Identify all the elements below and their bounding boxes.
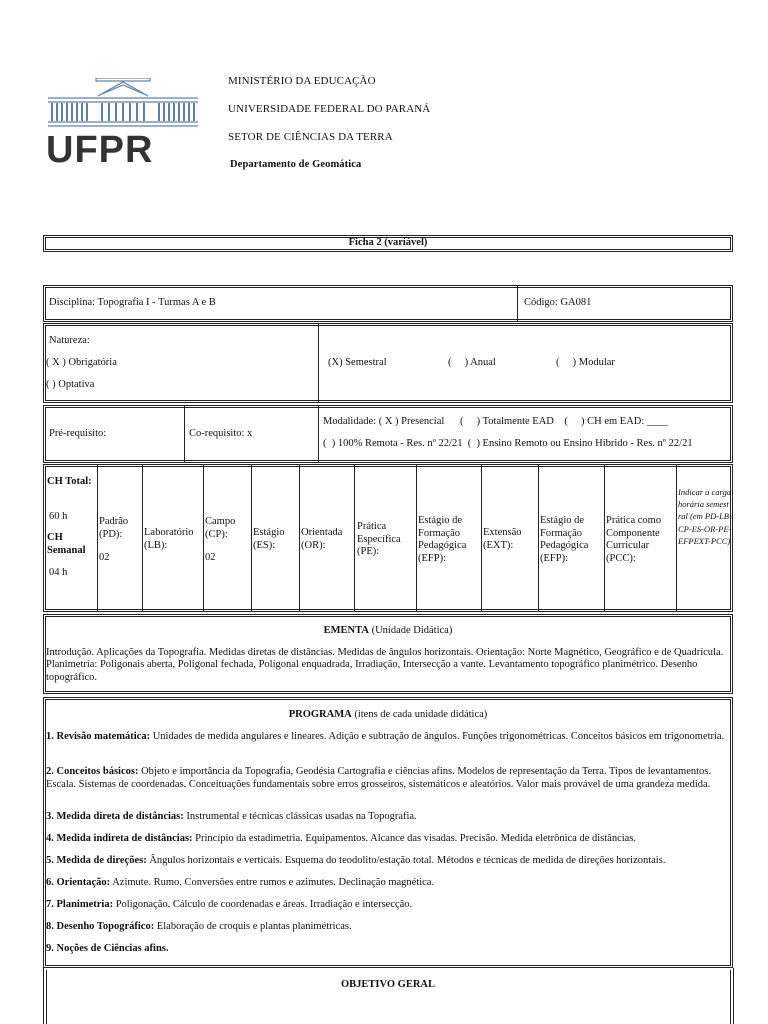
header-sector: SETOR DE CIÊNCIAS DA TERRA <box>228 131 393 143</box>
programa-item-8: 8. Desenho Topográfico: Elaboração de croquis e plantas planimétricas. <box>46 921 352 932</box>
ementa-heading <box>44 625 732 636</box>
logo-text: UFPR <box>46 129 154 166</box>
programa-item-3: 3. Medida direta de distâncias: Instrumental e técnicas clássicas usadas na Topografia. <box>46 811 417 822</box>
header-university: UNIVERSIDADE FEDERAL DO PARANÁ <box>228 103 431 115</box>
ch-semanal-value: 04 h <box>49 567 68 578</box>
natureza-row <box>43 323 733 403</box>
ch-estagio-label: Estágio (ES): <box>253 527 285 551</box>
ementa-text: Introdução. Aplicações da Topografia. Medidas diretas de distâncias. Medidas de ângulos horizontais. Orientação: Norte Magnético, Geográfico e de Quadrícula. Planimetria: Poligonais aberta, Poligonal fechada, Poligonal enquadrada, Irradiação, Intersecção a vante. Levantamento topográfico planimétrico. Desenho topográfico. <box>46 647 724 683</box>
ch-extensao-label: Extensão (EXT): <box>483 527 522 551</box>
programa-item-6: 6. Orientação: Azimute. Rumo. Conversões entre rumos e azimutes. Declinação magnética. <box>46 877 435 888</box>
ch-orientada-label: Orientada (OR): <box>301 527 343 551</box>
modalidade-line2: ( ) 100% Remota - Res. nº 22/21 ( ) Ensino Remoto ou Ensino Híbrido - Res. nº 22/21 <box>323 438 693 449</box>
programa-subtitle: (itens de cada unidade didática) <box>351 709 488 720</box>
ch-note: Indicar a carga horária semestral (em PD-LB-CP-ES-OR-PE-EFPEXT-PCC) <box>678 487 732 546</box>
modular-option: ( ) Modular <box>556 357 615 368</box>
programa-title: PROGRAMA <box>288 709 352 720</box>
ch-padrao-value: 02 <box>99 552 110 563</box>
ch-laboratorio-label: Laboratório (LB): <box>144 527 194 551</box>
obrigatoria-option: ( X ) Obrigatória <box>46 357 117 368</box>
codigo-text: Código: GA081 <box>524 297 592 308</box>
requisitos-row <box>43 405 733 463</box>
ch-campo-label: Campo (CP): <box>205 516 236 540</box>
natureza-label: Natureza: <box>49 335 90 346</box>
pre-requisito: Pré-requisito: <box>49 428 107 439</box>
programa-item-1: 1. Revisão matemática: Unidades de medida angulares e lineares. Adição e subtração de ângulos. Funções trigonométricas. Conceitos básicos em trigonometria. <box>46 731 725 742</box>
modalidade-line1: Modalidade: ( X ) Presencial ( ) Totalmente EAD ( ) CH em EAD: ____ <box>323 416 668 427</box>
programa-item-4: 4. Medida indireta de distâncias: Princípio da estadimetria. Equipamentos. Alcance das visadas. Precisão. Medida eletrônica de distâncias. <box>46 833 637 844</box>
programa-item-2: 2. Conceitos básicos: Objeto e importância da Topografia, Geodésia Cartografia e ciências afins. Modelos de representação da Terra. Tipos de levantamentos. Escala. Sistemas de coordenadas. Conceituações fundamentais sobre erros grosseiros, sistemáticos e aleatórios. Valor mais provável de uma grandeza medida. <box>46 766 711 790</box>
optativa-option: ( ) Optativa <box>46 379 95 390</box>
ch-padrao-label: Padrão (PD): <box>99 516 129 540</box>
ufpr-logo <box>46 78 200 166</box>
ch-total-value: 60 h <box>49 511 68 522</box>
ch-total-label: CH Total: <box>47 476 92 487</box>
programa-heading <box>44 709 732 720</box>
programa-item-5: 5. Medida de direções: Ângulos horizontais e verticais. Esquema do teodolito/estação total. Métodos e técnicas de medida de direções horizontais. <box>46 855 666 866</box>
ch-semanal-label: CH Semanal <box>47 532 86 556</box>
co-requisito: Co-requisito: x <box>189 428 253 439</box>
ch-efp2-label: Estágio de Formação Pedagógica (EFP): <box>540 515 589 564</box>
ementa-subtitle: (Unidade Didática) <box>368 625 453 636</box>
form-title: Ficha 2 (variável) <box>348 237 428 248</box>
programa-item-7: 7. Planimetria: Poligonação. Cálculo de coordenadas e áreas. Irradiação e intersecção. <box>46 899 413 910</box>
ch-campo-value: 02 <box>205 552 216 563</box>
form-title-bar <box>43 235 733 252</box>
disciplina-text: Disciplina: Topografia I - Turmas A e B <box>49 297 216 308</box>
anual-option: ( ) Anual <box>448 357 496 368</box>
ch-efp-label: Estágio de Formação Pedagógica (EFP): <box>418 515 467 564</box>
header-department: Departamento de Geomática <box>230 159 362 170</box>
objetivo-geral-title: OBJETIVO GERAL <box>340 979 436 990</box>
ementa-title: EMENTA <box>323 625 369 636</box>
semestral-option: (X) Semestral <box>328 357 387 368</box>
ch-pcc-label: Prática como Componente Curricular (PCC): <box>606 515 662 564</box>
programa-item-9: 9. Noções de Ciências afins. <box>46 943 169 954</box>
ch-pratica-especifica-label: Prática Específica (PE): <box>357 521 401 557</box>
header-ministry: MINISTÉRIO DA EDUCAÇÃO <box>228 75 376 87</box>
